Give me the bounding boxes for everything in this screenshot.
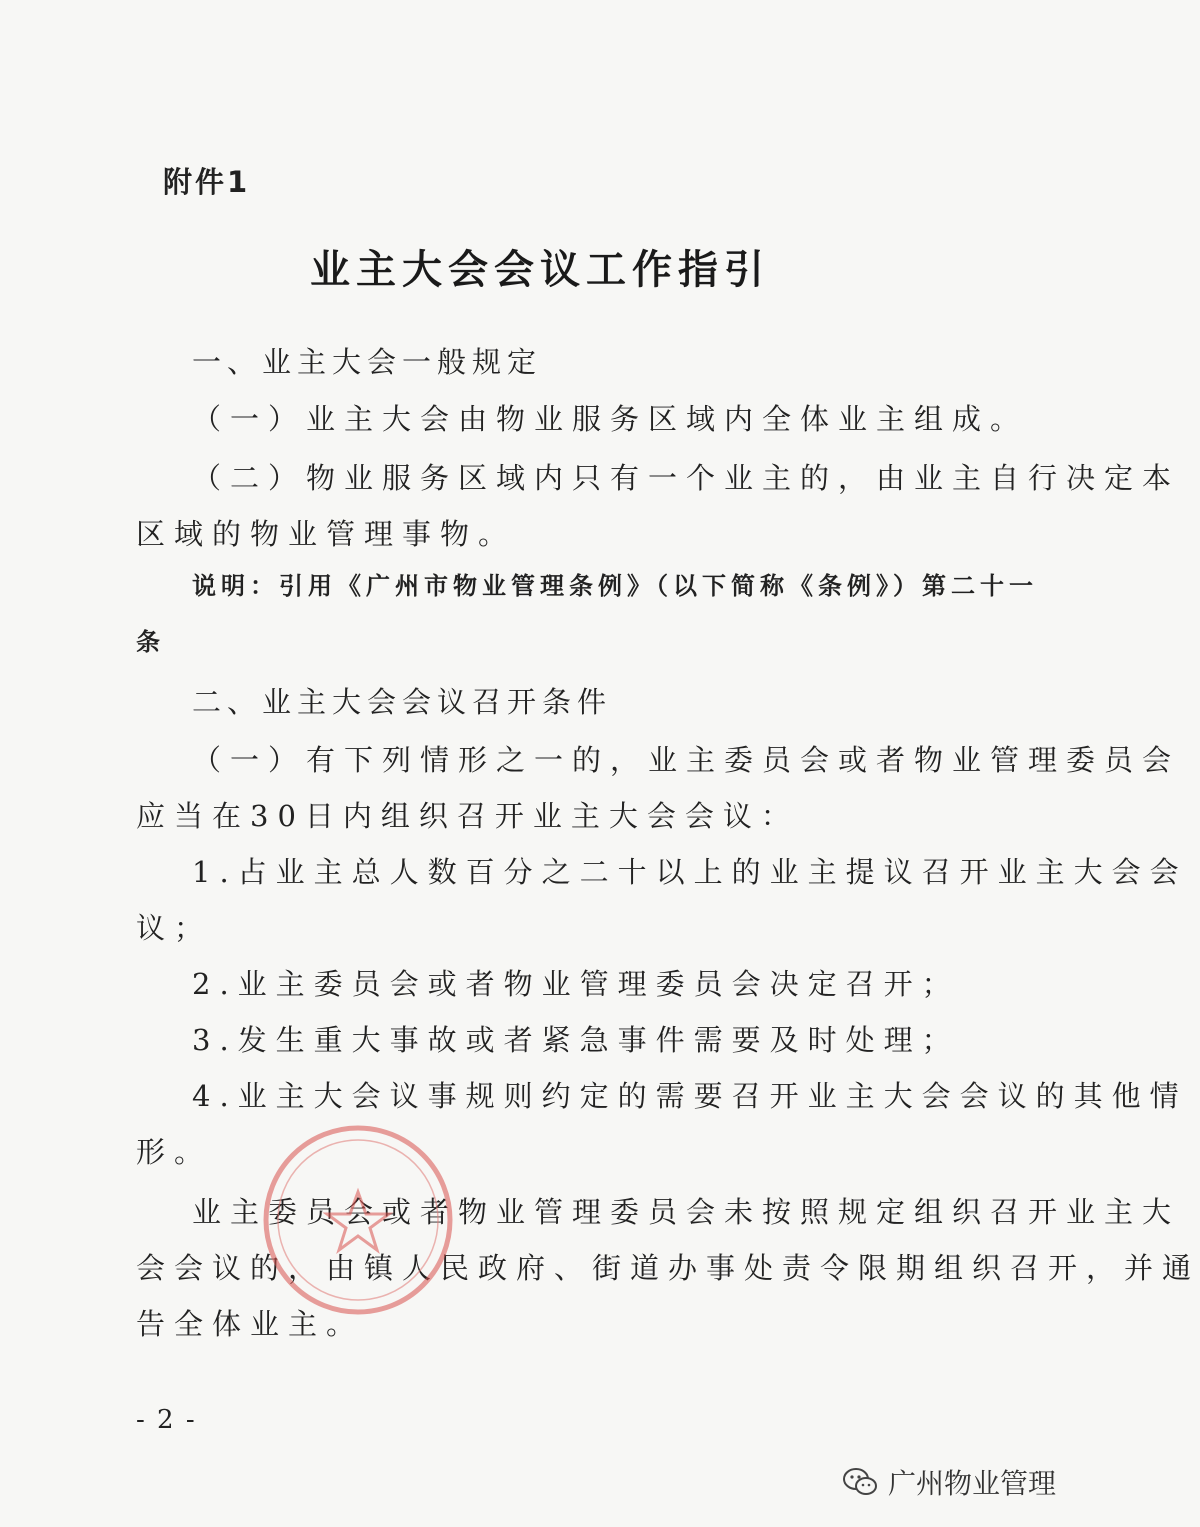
closing-para-line1: 业主委员会或者物业管理委员会未按照规定组织召开业主大 (192, 1195, 1181, 1229)
list-item-4-line1: 4.业主大会议事规则约定的需要召开业主大会会议的其他情 (192, 1079, 1188, 1113)
note-line1: 说明：引用《广州市物业管理条例》（以下简称《条例》）第二十一 (192, 572, 1038, 600)
section2-item1-line1: （一）有下列情形之一的，业主委员会或者物业管理委员会 (192, 743, 1181, 777)
section1-item2-line2: 区域的物业管理事物。 (136, 517, 517, 551)
wechat-icon (840, 1462, 880, 1502)
watermark (840, 1460, 1056, 1504)
annex-label: 附件1 (163, 165, 251, 199)
note-line2: 条 (136, 628, 165, 656)
list-item-2: 2.业主委员会或者物业管理委员会决定召开； (192, 967, 960, 1001)
section1-item1: （一）业主大会由物业服务区域内全体业主组成。 (192, 402, 1029, 436)
red-seal-icon (258, 1120, 458, 1320)
closing-para-line3: 告全体业主。 (136, 1307, 365, 1341)
watermark-text: 广州物业管理 (888, 1467, 1057, 1500)
list-item-1-line1: 1.占业主总人数百分之二十以上的业主提议召开业主大会会 (192, 855, 1188, 889)
list-item-1-line2: 议； (136, 911, 213, 945)
list-item-3: 3.发生重大事故或者紧急事件需要及时处理； (192, 1023, 960, 1057)
section1-item2-line1: （二）物业服务区域内只有一个业主的，由业主自行决定本 (192, 461, 1181, 495)
closing-para-line2: 会会议的，由镇人民政府、街道办事处责令限期组织召开，并通 (136, 1251, 1200, 1285)
page-number: - 2 - (136, 1405, 197, 1435)
section2-item1-line2: 应当在30日内组织召开业主大会会议： (136, 799, 799, 833)
section1-heading: 一、业主大会一般规定 (192, 345, 543, 379)
document-title: 业主大会会议工作指引 (310, 247, 770, 293)
list-item-4-line2: 形。 (136, 1135, 213, 1169)
section2-heading: 二、业主大会会议召开条件 (192, 685, 613, 719)
